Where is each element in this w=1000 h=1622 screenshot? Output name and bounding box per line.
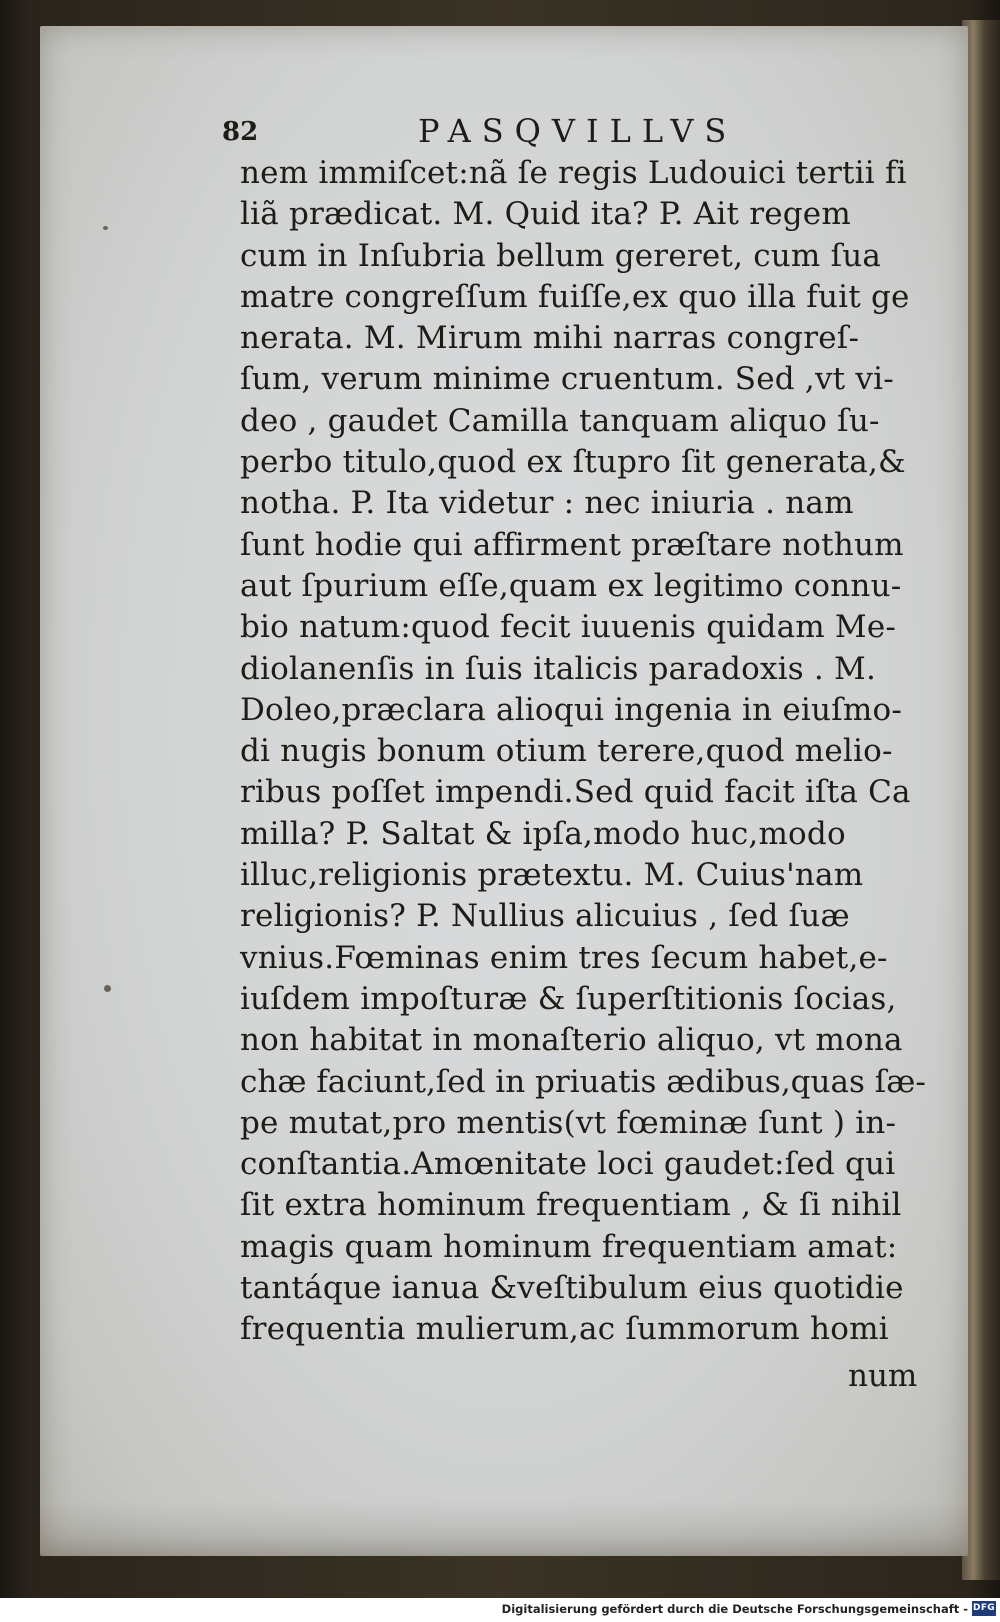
paper-speck bbox=[103, 226, 108, 230]
catchword: num bbox=[848, 1358, 918, 1394]
text-line: nem immiſcet:nã ſe regis Ludouici tertii fi bbox=[240, 155, 907, 191]
text-line: ſit extra hominum frequentiam , & ſi nihil bbox=[240, 1187, 902, 1224]
text-line: tantáque ianua &veſtibulum eius quotidie bbox=[240, 1270, 904, 1307]
text-line: liã prædicat. M. Quid ita? P. Ait regem bbox=[240, 196, 851, 233]
text-line: pe mutat,pro mentis(vt fœminæ ſunt ) in- bbox=[240, 1104, 897, 1141]
text-line: notha. P. Ita videtur : nec iniuria . nam bbox=[240, 485, 854, 522]
text-line: aut ſpurium eſſe,quam ex legitimo connu- bbox=[240, 567, 902, 604]
running-head: PASQVILLVS bbox=[418, 112, 738, 150]
dfg-logo-icon: DFG bbox=[972, 1601, 996, 1616]
paper-speck bbox=[104, 985, 111, 992]
text-line: conſtantia.Amœnitate loci gaudet:ſed qui bbox=[240, 1146, 896, 1183]
text-line: ribus poſſet impendi.Sed quid facit iſta Ca bbox=[240, 774, 911, 811]
text-line: illuc,religionis prætextu. M. Cuius'nam bbox=[240, 857, 864, 894]
text-line: ſum, verum minime cruentum. Sed ,vt vi- bbox=[240, 361, 894, 398]
text-line: diolanenſis in ſuis italicis paradoxis . M. bbox=[240, 650, 877, 687]
text-line: ſunt hodie qui affirment præſtare nothum bbox=[240, 526, 904, 563]
text-line: vnius.Fœminas enim tres ſecum habet,e- bbox=[240, 939, 888, 976]
text-line: frequentia mulierum,ac ſummorum homi bbox=[240, 1311, 889, 1348]
page-number: 82 bbox=[222, 117, 259, 147]
text-line: deo , gaudet Camilla tanquam aliquo ſu- bbox=[240, 402, 880, 439]
text-line: bio natum:quod fecit iuuenis quidam Me- bbox=[240, 609, 897, 646]
text-line: perbo titulo,quod ex ſtupro ſit generata,& bbox=[240, 444, 906, 481]
body-text bbox=[240, 153, 932, 1351]
digitization-credit: Digitalisierung gefördert durch die Deutsche Forschungsgemeinschaft - bbox=[501, 1602, 968, 1616]
text-line: nerata. M. Mirum mihi narras congreſ- bbox=[240, 320, 860, 357]
text-line: religionis? P. Nullius alicuius , ſed ſuæ bbox=[240, 898, 850, 935]
text-line: Doleo,præclara alioqui ingenia in eiuſmo- bbox=[240, 691, 903, 728]
text-line: di nugis bonum otium terere,quod melio- bbox=[240, 733, 893, 770]
page-shadow bbox=[40, 1500, 968, 1556]
text-line: chæ faciunt,ſed in priuatis ædibus,quas ſæ- bbox=[240, 1063, 926, 1100]
text-line: magis quam hominum frequentiam amat: bbox=[240, 1228, 898, 1265]
text-line: matre congreſſum fuiſſe,ex quo illa fuit ge bbox=[240, 278, 910, 315]
text-line: cum in Inſubria bellum gereret, cum ſua bbox=[240, 237, 882, 274]
text-line: non habitat in monaſterio aliquo, vt mona bbox=[240, 1022, 903, 1059]
text-line: milla? P. Saltat & ipſa,modo huc,modo bbox=[240, 815, 846, 852]
text-line: iuſdem impoſturæ & ſuperſtitionis ſocias, bbox=[240, 980, 897, 1017]
